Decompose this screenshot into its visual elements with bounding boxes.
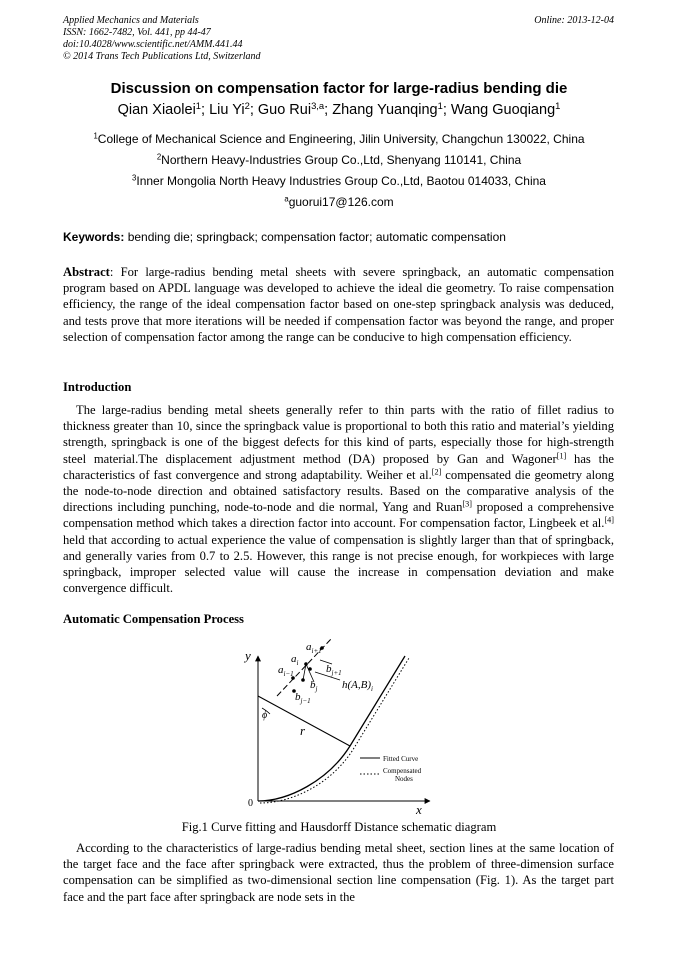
fitted-curve (258, 656, 405, 801)
email[interactable]: $^a$guorui17@126.com (284, 194, 394, 209)
paper-title: Discussion on compensation factor for large-radius bending die (110, 80, 568, 97)
affiliation-2: $^2$Northern Heavy-Industries Group Co.,Ltd, Shenyang 110141, China (156, 152, 522, 167)
abstract (63, 264, 614, 345)
label-a-top: $a_{i+1}$ (306, 641, 322, 655)
affiliation-3: $^3$Inner Mongolia North Heavy Industries Group Co.,Ltd, Baotou 014033, China (132, 173, 546, 188)
legend-compensated-label: Compensated (383, 767, 422, 775)
label-hausdorff: $h(A,B)_i$ (342, 679, 373, 693)
y-axis-label: y (245, 648, 251, 663)
affiliation-1: $^1$College of Mechanical Science and Engineering, Jilin University, Changchun 130022, China (93, 131, 585, 146)
citation-1[interactable]: [1] (556, 451, 567, 461)
legend-compensated-label-2: Nodes (395, 775, 413, 783)
author: Guo Rui$^{3,a}$; (257, 99, 333, 118)
citation-2[interactable]: [2] (431, 467, 442, 477)
label-a-mid: $a_i$ (291, 653, 299, 667)
journal-issn: ISSN: 1662-7482, Vol. 441, pp 44-47 (63, 27, 211, 38)
introduction-paragraph: The large-radius bending metal sheets generally refer to thin parts with the ratio of fillet radius to thickness greater than 10, since the springback value is proportional to both this ratio and material’s yielding strength, springback is one of the biggest defects for this kind of parts, especially those for high-strength steel material.The displacement adjustment method (DA) proposed by Gan and Wagoner[1] has the characteristics of fast convergence and strong adaptability. Weiher et al.[2] compensated die geometry along the node-to-node direction and obtained satisfactory results. Based on the comparative analysis of the directions including punching, node-to-node and die normal, Yang and Ruan[3] proposed a comprehensive compensation method which takes a direction factor into account. For compensation factor, Lingbeek et al.[4] held that according to actual experience the value of compensation is slightly larger than that of springback, and generally varies from 0.7 to 2.5. However, this range is not precise enough, for workpieces with large springback, improper selected value will cause the increase in compensation deviation and make convergence difficult. (63, 403, 615, 596)
label-b-low: $b_{j-1}$ (295, 691, 311, 705)
label-b-mid: $b_j$ (310, 679, 318, 693)
author: Liu Yi$^2$; (209, 99, 258, 118)
keywords-text: bending die; springback; compensation factor; automatic compensation (124, 230, 506, 244)
journal-copyright: © 2014 Trans Tech Publications Ltd, Switzerland (63, 51, 261, 62)
abstract-text: : For large-radius bending metal sheets with severe springback, an automatic compensation program based on APDL language was developed to achieve the ideal die geometry. To raise compensation efficiency, the range of the ideal compensation factor based on one-step springback analysis was deduced, and tests prove that more iterations will be needed if compensation factor was beyond the range, and proper selection of compensation factor among the range can be conducive to high compensation efficiency. (63, 265, 614, 344)
journal-name: Applied Mechanics and Materials (63, 15, 199, 26)
process-paragraph: According to the characteristics of large-radius bending metal sheet, section lines at the same location of the target face and the face after springback were extracted, thus the problem of three-dimension surface compensation can be simplified as two-dimensional section line compensation (Fig. 1). As the target part face and the part face after springback are node sets in the (63, 841, 614, 904)
author: Qian Xiaolei$^1$; (117, 99, 210, 118)
keywords-label: Keywords: (63, 230, 125, 244)
label-b-top: $b_{j+1}$ (326, 663, 342, 677)
phi-label: ϕ (262, 710, 268, 721)
journal-header (63, 15, 261, 63)
radius-label: r (300, 723, 306, 738)
abstract-label: Abstract (63, 265, 110, 279)
journal-doi[interactable]: doi:10.4028/www.scientific.net/AMM.441.44 (63, 39, 243, 50)
citation-3[interactable]: [3] (462, 499, 472, 509)
label-a-low: $a_{i-1}$ (278, 664, 294, 678)
x-axis-label: x (416, 802, 422, 816)
keywords (63, 230, 618, 244)
author: Wang Guoqiang$^1$ (450, 99, 561, 118)
process-heading: Automatic Compensation Process (63, 612, 244, 626)
compensated-nodes-curve (260, 658, 409, 803)
legend-fitted-label: Fitted Curve (383, 755, 419, 763)
introduction-heading: Introduction (63, 380, 132, 394)
author: Zhang Yuanqing$^1$; (332, 99, 451, 118)
origin-label: 0 (248, 798, 253, 809)
citation-4[interactable]: [4] (604, 515, 614, 525)
figure-1-caption: Fig.1 Curve fitting and Hausdorff Distance schematic diagram (181, 820, 497, 834)
figure-1-diagram (240, 636, 440, 816)
compensated-nodes-line (277, 638, 332, 696)
online-date: Online: 2013-12-04 (534, 15, 614, 26)
author-list (0, 99, 678, 118)
